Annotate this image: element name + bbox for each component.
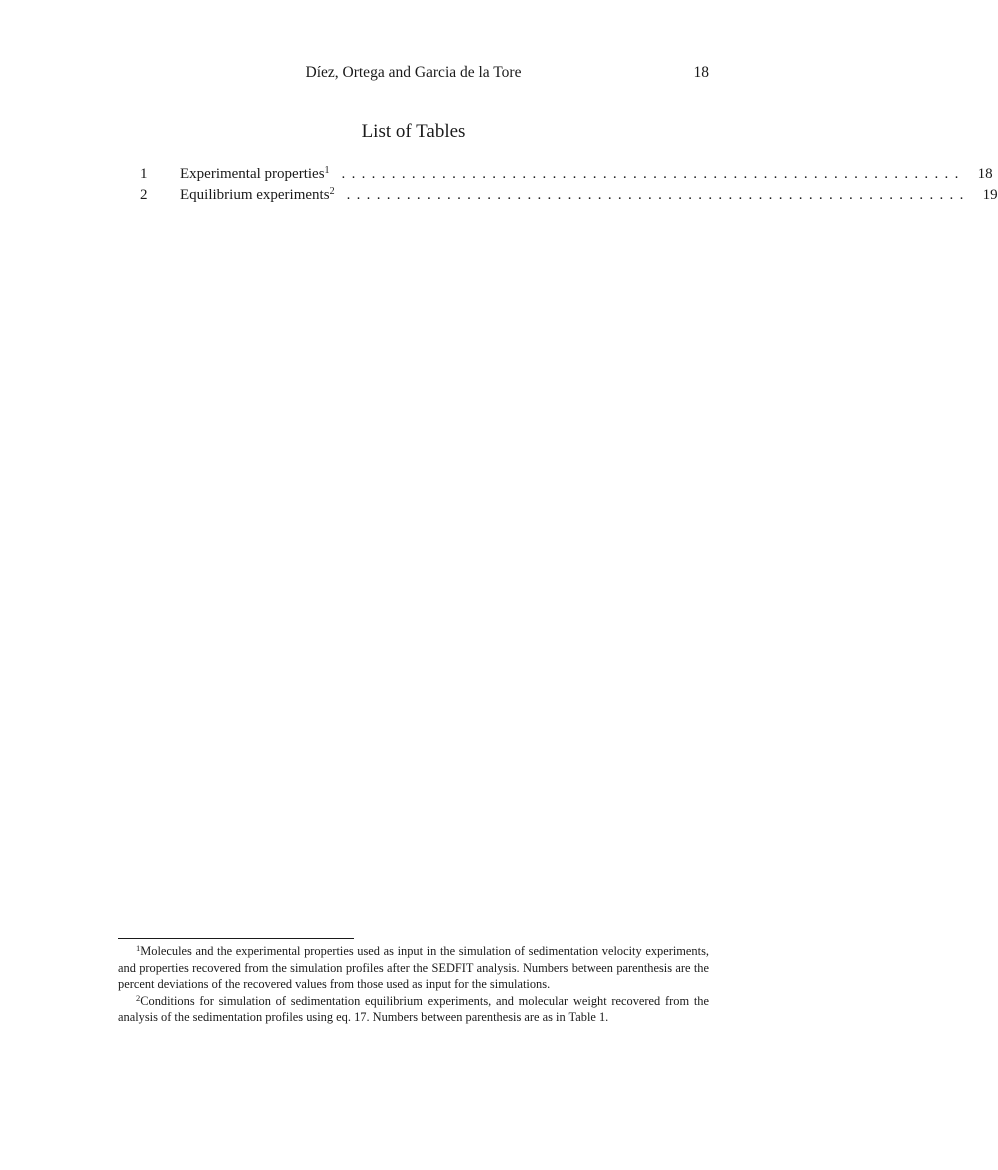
lot-entry[interactable]: [140, 164, 993, 185]
lot-entry-number: 2: [140, 187, 148, 203]
header-page-number: 18: [693, 64, 709, 81]
list-of-tables: [140, 164, 998, 206]
footnote: [118, 943, 709, 993]
dot-leader: ..............................................................: [341, 166, 965, 182]
lot-entry-number: 1: [140, 166, 148, 182]
lot-entry-title-wrap: [180, 185, 335, 206]
footnote-rule: [118, 938, 354, 939]
dot-leader: ..............................................................: [346, 187, 970, 203]
lot-entry-page: 18: [977, 166, 993, 182]
footnote-text: Conditions for simulation of sedimentation equilibrium experiments, and molecular weight recovered from the analysis of the sedimentation profiles using eq. 17. Numbers between parenthesis are as in Table 1.: [118, 993, 709, 1025]
footnote-mark: 1: [324, 165, 330, 176]
lot-entry-page: 19: [982, 187, 998, 203]
lot-entry[interactable]: [140, 185, 998, 206]
list-of-tables-title: List of Tables: [361, 121, 466, 142]
footnote-mark: 2: [136, 992, 141, 1003]
lot-entry-title-wrap: [180, 164, 330, 185]
footnote-mark: 1: [136, 943, 141, 953]
header-authors: Díez, Ortega and Garcia de la Tore: [305, 64, 522, 81]
footnote-text: Molecules and the experimental properties used as input in the simulation of sedimentation velocity experiments, and properties recovered from the simulation profiles after the SEDFIT analysis. Numbers between parenthesis are the percent deviations of the recovered values from those used as input for the simulations.: [118, 944, 709, 992]
footnote-mark: 2: [329, 186, 335, 197]
footnotes: [118, 943, 709, 1026]
footnote: [118, 993, 709, 1026]
lot-entry-title: Experimental properties: [180, 166, 325, 182]
running-header: [118, 64, 709, 86]
lot-entry-title: Equilibrium experiments: [180, 187, 330, 203]
